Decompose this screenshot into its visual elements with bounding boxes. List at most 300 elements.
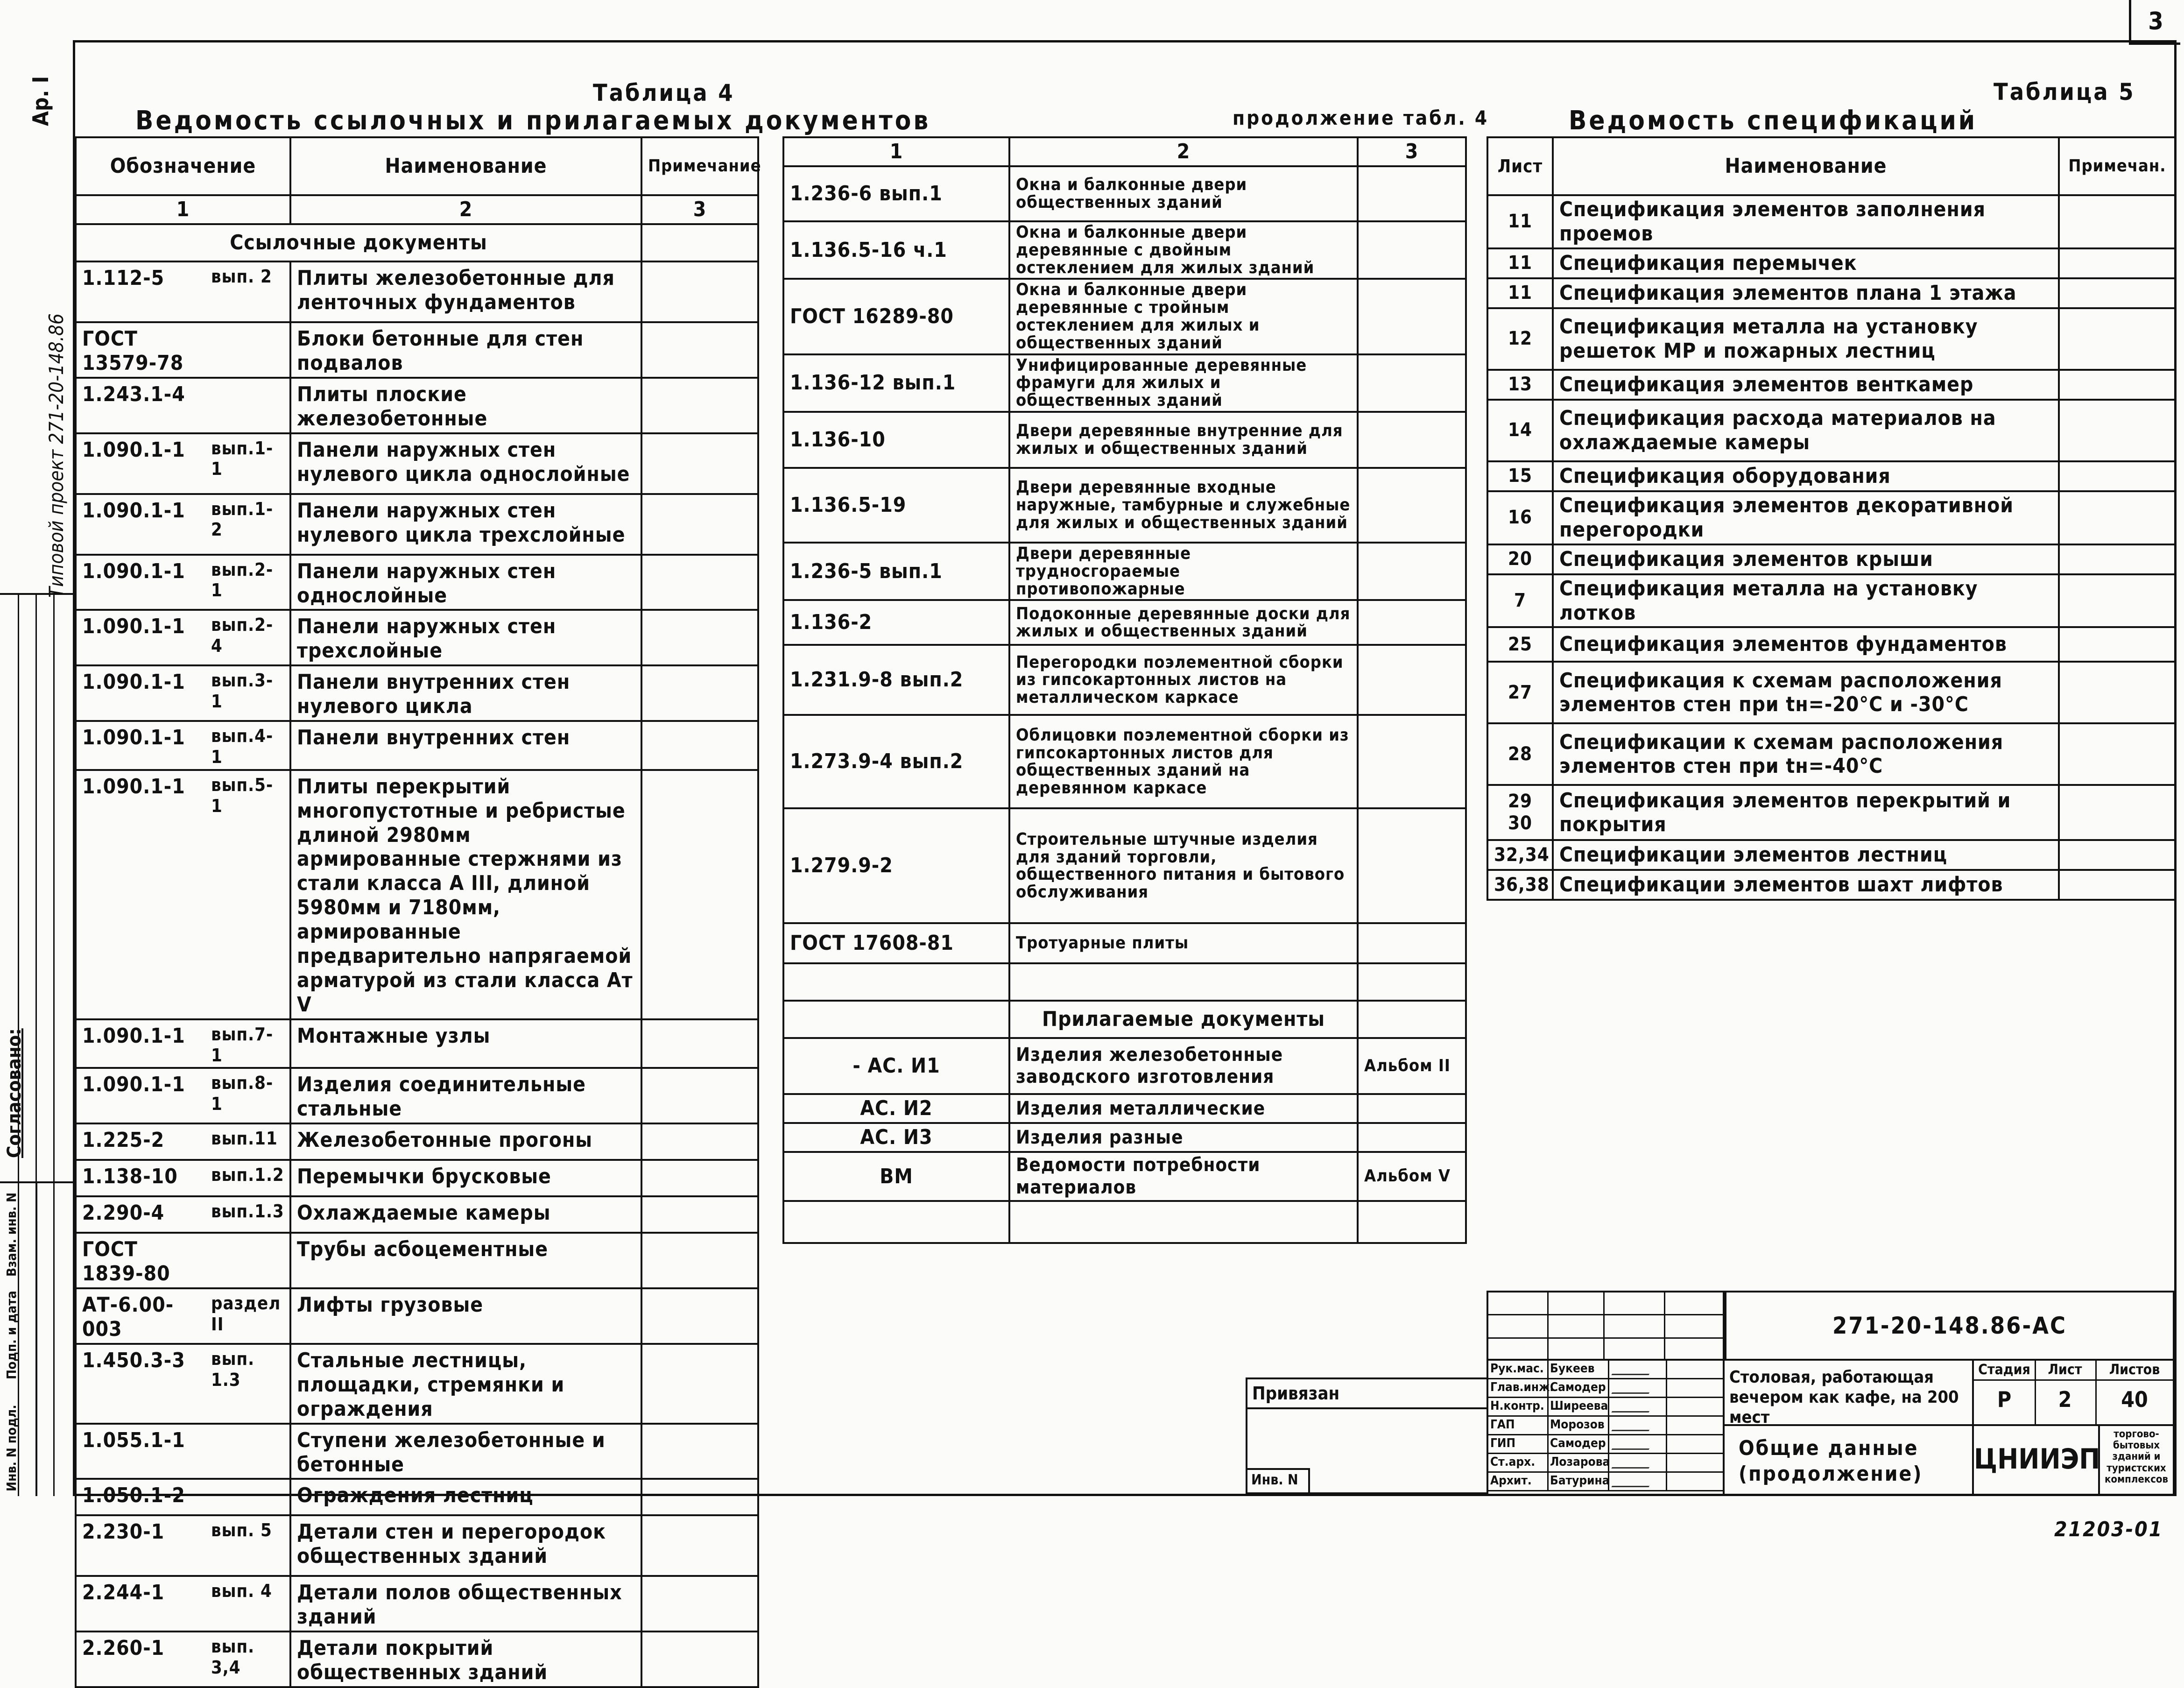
doc-name: Окна и балконные двери деревянные с двойным остеклением для жилых зданий [1009, 221, 1358, 279]
table-row [783, 166, 1466, 221]
table-row [783, 1123, 1466, 1152]
spec-name: Спецификация элементов крыши [1553, 544, 2059, 574]
org-subtitle: торгово-бытовых зданий и туристских комплексов [2100, 1426, 2175, 1496]
table5-header-name: Наименование [1553, 137, 2059, 195]
spec-name: Спецификации к схемам расположения элементов стен при tн=-40°С [1553, 723, 2059, 785]
doc-name: Блоки бетонные для стен подвалов [290, 322, 641, 378]
doc-note [641, 1233, 758, 1288]
doc-note [1358, 808, 1466, 923]
doc-issue: вып.7-1 [211, 1019, 290, 1068]
doc-note [641, 1288, 758, 1344]
spec-note [2059, 461, 2176, 491]
doc-name: Детали полов общественных зданий [290, 1576, 641, 1631]
spec-note [2059, 627, 2176, 662]
doc-issue: вып. 4 [211, 1576, 290, 1631]
doc-note [641, 433, 758, 494]
side-replace-label: Взам. инв. N [4, 1192, 19, 1277]
doc-note [1358, 1123, 1466, 1152]
sheets-label: Листов [2109, 1362, 2160, 1378]
spec-sheet: 15 [1487, 461, 1553, 491]
doc-name: Унифицированные деревянные фрамуги для жилых и общественных зданий [1009, 354, 1358, 412]
doc-issue [211, 1424, 290, 1479]
table4-title: Ведомость ссылочных и прилагаемых документов [135, 106, 931, 136]
doc-note [1358, 412, 1466, 468]
table5-header-sheet: Лист [1487, 137, 1553, 195]
doc-code: 1.112-5 [76, 261, 211, 322]
doc-issue: вып.5-1 [211, 770, 290, 1019]
table-row [1487, 195, 2176, 248]
spec-sheet: 13 [1487, 370, 1553, 400]
spec-sheet: 36,38 [1487, 870, 1553, 900]
doc-code: 1.236-5 вып.1 [783, 543, 1009, 600]
table-row [1487, 662, 2176, 723]
side-inv-label: Инв. N подл. [4, 1405, 19, 1491]
spec-note [2059, 195, 2176, 248]
doc-code: 1.090.1-1 [76, 555, 211, 610]
org-name: ЦНИИЭП [1974, 1426, 2100, 1496]
doc-note [641, 322, 758, 378]
table-row [783, 279, 1466, 354]
doc-name: Перегородки поэлементной сборки из гипсокартонных листов на металлическом каркасе [1009, 645, 1358, 715]
doc-note [641, 665, 758, 721]
doc-code: 2.244-1 [76, 1576, 211, 1631]
spec-note [2059, 785, 2176, 840]
table-row [76, 1196, 758, 1233]
table-row [76, 1019, 758, 1068]
table-row [783, 923, 1466, 963]
side-inventory-box [0, 1181, 73, 1496]
doc-note [641, 1196, 758, 1233]
signature-mark [1611, 1420, 1655, 1431]
doc-name: Плиты плоские железобетонные [290, 378, 641, 433]
doc-name: Панели наружных стен нулевого цикла трехслойные [290, 494, 641, 555]
doc-code: АС. И2 [783, 1094, 1009, 1123]
doc-note [641, 770, 758, 1019]
sheets-value: 40 [2121, 1387, 2148, 1412]
doc-note [1358, 221, 1466, 279]
table4-header-code: Обозначение [76, 137, 290, 195]
doc-name: Панели внутренних стен нулевого цикла [290, 665, 641, 721]
table-row [76, 555, 758, 610]
table5-title: Ведомость спецификаций [1569, 106, 1978, 136]
spec-sheet: 20 [1487, 544, 1553, 574]
sheet-title: Общие данные (продолжение) [1725, 1426, 1974, 1496]
stage-value: Р [1997, 1387, 2012, 1412]
doc-note [641, 721, 758, 770]
table-row [76, 1068, 758, 1123]
doc-note [1358, 645, 1466, 715]
doc-issue: вып.1-1 [211, 433, 290, 494]
table-row [783, 468, 1466, 543]
doc-code: 1.050.1-2 [76, 1479, 211, 1515]
table-row [76, 1160, 758, 1196]
spec-sheet: 25 [1487, 627, 1553, 662]
table4-cont-colnum: 1 [783, 137, 1009, 166]
table-row [76, 1576, 758, 1631]
doc-code: ГОСТ 17608-81 [783, 923, 1009, 963]
doc-code: АС. И3 [783, 1123, 1009, 1152]
signer-role: ГИП [1490, 1436, 1516, 1450]
doc-code: 1.236-6 вып.1 [783, 166, 1009, 221]
doc-code: 1.243.1-4 [76, 378, 211, 433]
table-row [1487, 308, 2176, 370]
object-title: Столовая, работающая вечером как кафе, на 200 мест [1725, 1361, 1974, 1426]
doc-name: Монтажные узлы [290, 1019, 641, 1068]
table4-cont-label: продолжение табл. 4 [1233, 106, 1489, 129]
stage-box [1974, 1361, 2175, 1426]
doc-note [641, 378, 758, 433]
spec-sheet: 29 30 [1487, 785, 1553, 840]
doc-name: Ступени железобетонные и бетонные [290, 1424, 641, 1479]
doc-note: Альбом II [1358, 1038, 1466, 1094]
doc-issue: вып.1-2 [211, 494, 290, 555]
doc-note [1358, 923, 1466, 963]
sheet-value: 2 [2058, 1387, 2072, 1412]
doc-code: ВМ [783, 1152, 1009, 1201]
spec-note [2059, 370, 2176, 400]
doc-name: Железобетонные прогоны [290, 1123, 641, 1160]
table-row [783, 543, 1466, 600]
doc-code: 1.231.9-8 вып.2 [783, 645, 1009, 715]
doc-code: 2.230-1 [76, 1515, 211, 1576]
doc-note: Альбом V [1358, 1152, 1466, 1201]
doc-name: Трубы асбоцементные [290, 1233, 641, 1288]
signer-role: Ст.арх. [1490, 1455, 1536, 1469]
doc-code: ГОСТ 16289-80 [783, 279, 1009, 354]
doc-name: Подоконные деревянные доски для жилых и общественных зданий [1009, 600, 1358, 645]
doc-issue: вып.1.2 [211, 1160, 290, 1196]
side-soglasovano: Согласовано: [4, 1028, 25, 1158]
doc-issue: раздел II [211, 1288, 290, 1344]
table-row [76, 770, 758, 1019]
doc-code: 1.136-10 [783, 412, 1009, 468]
doc-code [783, 963, 1009, 1001]
doc-note [1358, 543, 1466, 600]
doc-name: Двери деревянные трудносгораемые противопожарные [1009, 543, 1358, 600]
spec-sheet: 16 [1487, 491, 1553, 544]
table-row [1487, 627, 2176, 662]
doc-issue [211, 322, 290, 378]
signer-row [1488, 1361, 1725, 1379]
doc-code: 1.090.1-1 [76, 721, 211, 770]
doc-issue: вып.11 [211, 1123, 290, 1160]
doc-code: 1.138-10 [76, 1160, 211, 1196]
sheet-number: 3 [2129, 0, 2180, 45]
doc-note [1358, 166, 1466, 221]
table5-header-note: Примечан. [2059, 137, 2176, 195]
doc-code: ГОСТ 13579-78 [76, 322, 211, 378]
signer-row [1488, 1398, 1725, 1417]
doc-note [1358, 468, 1466, 543]
spec-name: Спецификация элементов плана 1 этажа [1553, 278, 2059, 308]
signer-name: Батурина [1550, 1474, 1610, 1488]
table-row [783, 354, 1466, 412]
doc-note [1358, 1094, 1466, 1123]
doc-issue: вып.2-4 [211, 610, 290, 665]
doc-issue: вып. 1.3 [211, 1344, 290, 1424]
signer-name: Самодер [1550, 1380, 1606, 1394]
signer-name: Лозарова [1550, 1455, 1610, 1469]
doc-name: Детали стен и перегородок общественных зданий [290, 1515, 641, 1576]
table-row [1487, 278, 2176, 308]
signer-role: Архит. [1490, 1474, 1532, 1488]
table4-cont-grid [782, 136, 1467, 1244]
table-row [783, 645, 1466, 715]
doc-name: Стальные лестницы, площадки, стремянки и ограждения [290, 1344, 641, 1424]
spec-note [2059, 278, 2176, 308]
doc-code: 1.273.9-4 вып.2 [783, 715, 1009, 808]
doc-name: Плиты железобетонные для ленточных фундаментов [290, 261, 641, 322]
doc-note [641, 1576, 758, 1631]
table4-cont-colnum: 2 [1009, 137, 1358, 166]
doc-name [1009, 963, 1358, 1001]
spec-sheet: 12 [1487, 308, 1553, 370]
signature-mark [1611, 1383, 1655, 1394]
doc-name: Детали покрытий общественных зданий [290, 1631, 641, 1687]
side-sign-label: Подп. и дата [4, 1291, 19, 1379]
spec-sheet: 28 [1487, 723, 1553, 785]
footer-code: 21203-01 [2054, 1518, 2163, 1541]
doc-note [641, 1123, 758, 1160]
doc-code: - АС. И1 [783, 1038, 1009, 1094]
signer-role: Глав.инж. [1490, 1380, 1554, 1394]
signer-role: ГАП [1490, 1418, 1515, 1432]
table-row [76, 378, 758, 433]
spec-note [2059, 840, 2176, 870]
doc-issue [211, 378, 290, 433]
spec-sheet: 11 [1487, 195, 1553, 248]
table-row [1487, 785, 2176, 840]
table4 [75, 136, 759, 262]
table-row [783, 963, 1466, 1001]
table-row [783, 1201, 1466, 1243]
signature-mark [1611, 1458, 1655, 1469]
doc-name: Плиты перекрытий многопустотные и ребристые длиной 2980мм армированные стержнями из стали класса А III, длиной 5980мм и 7180мм, армированные предварительно напрягаемой арматурой из стали класса Ат V [290, 770, 641, 1019]
table-row [783, 1038, 1466, 1094]
doc-code: 1.090.1-1 [76, 1068, 211, 1123]
table4-colnum: 3 [641, 195, 758, 224]
table-row [76, 261, 758, 322]
spec-note [2059, 248, 2176, 278]
project-code: 271-20-148.86-АС [1725, 1291, 2175, 1361]
signature-mark [1611, 1439, 1655, 1450]
doc-note [641, 610, 758, 665]
doc-code: 1.055.1-1 [76, 1424, 211, 1479]
signers-table [1487, 1361, 1725, 1496]
doc-issue [211, 1233, 290, 1288]
signature-mark [1611, 1402, 1655, 1413]
side-stamp: Ар. I [28, 76, 53, 126]
table4-header-note: Примечание [641, 137, 758, 195]
signer-name: Самодер [1550, 1436, 1606, 1450]
spec-name: Спецификация металла на установку лотков [1553, 574, 2059, 628]
table4-header-name: Наименование [290, 137, 641, 195]
table-row [76, 1123, 758, 1160]
table-row [76, 1479, 758, 1515]
doc-note [1358, 963, 1466, 1001]
doc-code: 1.090.1-1 [76, 1019, 211, 1068]
privyazan-box [1246, 1377, 1488, 1494]
doc-code: 1.136.5-16 ч.1 [783, 221, 1009, 279]
spec-name: Спецификации элементов лестниц [1553, 840, 2059, 870]
table-row [76, 433, 758, 494]
spec-name: Спецификация элементов декоративной перегородки [1553, 491, 2059, 544]
doc-code: 2.290-4 [76, 1196, 211, 1233]
doc-note [641, 1068, 758, 1123]
privyazan-label: Привязан [1252, 1383, 1340, 1404]
spec-note [2059, 400, 2176, 461]
signer-role: Рук.мас. [1490, 1362, 1544, 1376]
table-row [1487, 370, 2176, 400]
doc-note [641, 1515, 758, 1576]
table-row [783, 715, 1466, 808]
doc-name: Ведомости потребности материалов [1009, 1152, 1358, 1201]
spec-sheet: 32,34 [1487, 840, 1553, 870]
signer-name: Морозов [1550, 1418, 1605, 1432]
doc-code: ГОСТ 1839-80 [76, 1233, 211, 1288]
table-row [1487, 400, 2176, 461]
table-row [76, 1424, 758, 1479]
doc-issue: вып. 5 [211, 1515, 290, 1576]
table4-section-ref: Ссылочные документы [76, 224, 641, 261]
doc-name: Лифты грузовые [290, 1288, 641, 1344]
doc-issue: вып.2-1 [211, 555, 290, 610]
doc-code: 1.225-2 [76, 1123, 211, 1160]
table-row [1487, 870, 2176, 900]
table4-rows [75, 261, 759, 1688]
doc-note [641, 555, 758, 610]
doc-code: 2.260-1 [76, 1631, 211, 1687]
doc-name: Панели наружных стен нулевого цикла однослойные [290, 433, 641, 494]
table4-colnum: 1 [76, 195, 290, 224]
signer-row [1488, 1454, 1725, 1473]
doc-name: Тротуарные плиты [1009, 923, 1358, 963]
doc-code: 1.136-2 [783, 600, 1009, 645]
table4-colnum: 2 [290, 195, 641, 224]
doc-issue: вып.3-1 [211, 665, 290, 721]
signer-row [1488, 1417, 1725, 1435]
spec-sheet: 14 [1487, 400, 1553, 461]
signer-row [1488, 1473, 1725, 1491]
section-attached: Прилагаемые документы [1009, 1001, 1358, 1038]
table-row [783, 412, 1466, 468]
signer-row [1488, 1435, 1725, 1454]
spec-name: Спецификация расхода материалов на охлаждаемые камеры [1553, 400, 2059, 461]
doc-name: Изделия разные [1009, 1123, 1358, 1152]
doc-code: АТ-6.00-003 [76, 1288, 211, 1344]
signature-mark [1611, 1476, 1655, 1487]
table-row [1487, 491, 2176, 544]
doc-code: 1.090.1-1 [76, 665, 211, 721]
doc-name: Перемычки брусковые [290, 1160, 641, 1196]
doc-note [641, 1160, 758, 1196]
doc-code: 1.090.1-1 [76, 610, 211, 665]
doc-name: Двери деревянные внутренние для жилых и общественных зданий [1009, 412, 1358, 468]
table-row [76, 1631, 758, 1687]
doc-name: Изделия металлические [1009, 1094, 1358, 1123]
signature-mark [1611, 1364, 1655, 1375]
doc-name: Строительные штучные изделия для зданий торговли, общественного питания и бытового обслуживания [1009, 808, 1358, 923]
doc-note [1358, 600, 1466, 645]
spec-name: Спецификация элементов перекрытий и покрытия [1553, 785, 2059, 840]
spec-name: Спецификация элементов фундаментов [1553, 627, 2059, 662]
doc-note [1358, 279, 1466, 354]
doc-code: 1.136.5-19 [783, 468, 1009, 543]
table-row [1487, 461, 2176, 491]
spec-sheet: 11 [1487, 278, 1553, 308]
spec-note [2059, 574, 2176, 628]
spec-name: Спецификации элементов шахт лифтов [1553, 870, 2059, 900]
doc-issue: вып.4-1 [211, 721, 290, 770]
table-row [76, 494, 758, 555]
table-row [1487, 840, 2176, 870]
doc-code: 1.136-12 вып.1 [783, 354, 1009, 412]
title-block [1487, 1291, 2175, 1496]
spec-sheet: 11 [1487, 248, 1553, 278]
spec-note [2059, 662, 2176, 723]
doc-note [641, 261, 758, 322]
spec-name: Спецификация оборудования [1553, 461, 2059, 491]
spec-name: Спецификация металла на установку решеток МР и пожарных лестниц [1553, 308, 2059, 370]
doc-code: 1.450.3-3 [76, 1344, 211, 1424]
doc-issue: вып.8-1 [211, 1068, 290, 1123]
doc-name: Окна и балконные двери деревянные с тройным остеклением для жилых и общественных зданий [1009, 279, 1358, 354]
table4-label: Таблица 4 [593, 79, 735, 106]
spec-name: Спецификация перемычек [1553, 248, 2059, 278]
doc-note [641, 1344, 758, 1424]
table-row [783, 221, 1466, 279]
doc-code: 1.090.1-1 [76, 770, 211, 1019]
stage-label: Стадия [1978, 1362, 2030, 1378]
table-row [1487, 544, 2176, 574]
doc-issue: вып. 2 [211, 261, 290, 322]
table-row [76, 322, 758, 378]
signer-role: Н.контр. [1490, 1399, 1544, 1413]
table-row [783, 1094, 1466, 1123]
doc-note [641, 1479, 758, 1515]
doc-issue: вып. 3,4 [211, 1631, 290, 1687]
signer-name: Ширеева [1550, 1399, 1608, 1413]
doc-code: 1.090.1-1 [76, 494, 211, 555]
doc-name: Облицовки поэлементной сборки из гипсокартонных листов для общественных зданий на деревянном каркасе [1009, 715, 1358, 808]
doc-name: Панели наружных стен однослойные [290, 555, 641, 610]
spec-sheet: 7 [1487, 574, 1553, 628]
table5-grid [1487, 136, 2177, 901]
table-row [76, 1344, 758, 1424]
doc-note [1358, 715, 1466, 808]
table-row [1487, 248, 2176, 278]
table-row [76, 1288, 758, 1344]
doc-code: 1.279.9-2 [783, 808, 1009, 923]
doc-name: Панели наружных стен трехслойные [290, 610, 641, 665]
spec-note [2059, 308, 2176, 370]
table-row [76, 1515, 758, 1576]
signer-name: Букеев [1550, 1362, 1595, 1376]
spec-name: Спецификация элементов венткамер [1553, 370, 2059, 400]
doc-name: Изделия соединительные стальные [290, 1068, 641, 1123]
doc-note [1358, 354, 1466, 412]
spec-note [2059, 870, 2176, 900]
table-row [1487, 723, 2176, 785]
spec-sheet: 27 [1487, 662, 1553, 723]
table-row [783, 808, 1466, 923]
signer-row [1488, 1379, 1725, 1398]
doc-note [641, 494, 758, 555]
table-row [783, 600, 1466, 645]
table5-label: Таблица 5 [1994, 78, 2135, 106]
doc-code [783, 1201, 1009, 1243]
spec-note [2059, 723, 2176, 785]
